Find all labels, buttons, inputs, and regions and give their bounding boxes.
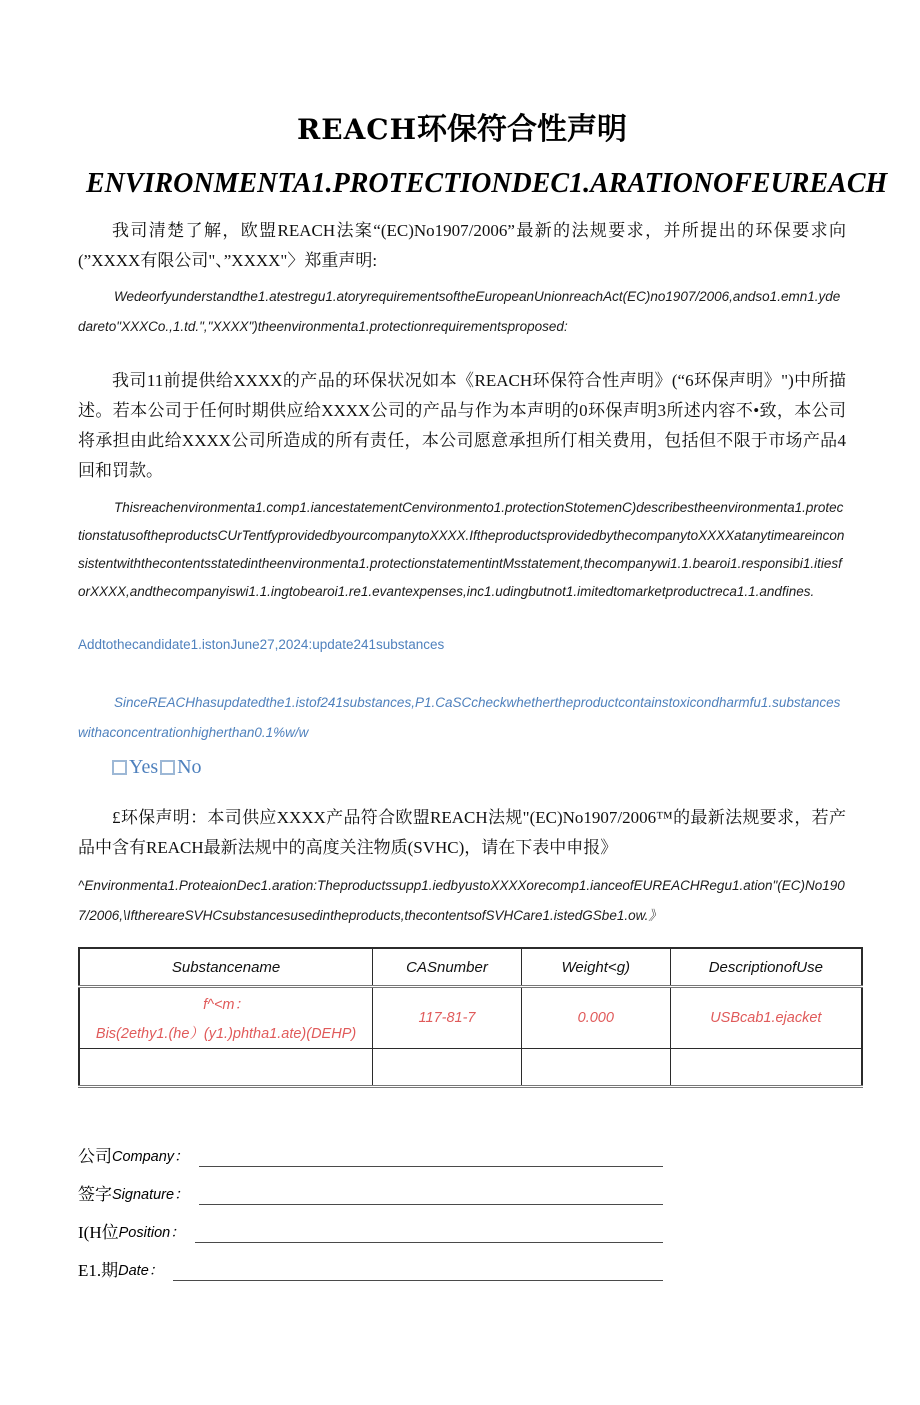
svhc-declaration-en: ^Environmenta1.ProteaionDec1.aration:Theproductssupp1.iedbyustoXXXXorecomp1.ianceofEUREACHRegu1.ation"(EC)No1907/2006,\IfthereareSVHCsubstancesusedintheproducts,thecontentsofSVHCare1.istedGSbe1.ow.》 [78,878,845,923]
signature-row-company [78,1142,663,1167]
company-label-cn: 公司 [78,1147,112,1166]
liability-paragraph-cn: 我司11前提供给XXXX的产品的环保状况如本《REACH环保符合性声明》(“6环保声明》")中所描述。若本公司于任何时期供应给XXXX公司的产品与作为本声明的0环保声明3所述内容不•致，本公司将承担由此给XXXX公司所造成的所有责任，本公司愿意承担所仃相关费用，包括但不限于市场产品4回和罚款。 [78,371,846,480]
signature-label-en: Signature： [112,1187,189,1203]
candidate-list-update-note: Addtothecandidate1.istonJune27,2024:update241substances [78,637,445,652]
col-header-substance-name: Substancename [79,948,373,987]
page-title [78,104,846,148]
table-row-empty [79,1049,862,1087]
candidate-list-instruction: SinceREACHhasupdatedthe1.istof241substances,P1.CaSCcheckwhethertheproductcontainstoxicondharmfu1.substanceswithaconcentrationhigherthan0.1%w/w [78,695,841,740]
date-label-en: Date： [118,1263,164,1279]
document-page [0,104,920,1405]
cell-weight: 0.000 [521,987,670,1049]
signature-label-cn: 签字 [78,1185,112,1204]
title-chinese-text: 环保符合性声明 [417,113,628,146]
yes-label: Yes [129,756,159,778]
cell-cas-number: 117-81-7 [373,987,522,1049]
signature-row-date [78,1256,663,1281]
page-subtitle: ENVIRONMENTA1.PROTECTIONDEC1.ARATIONOFEUREACH [86,168,888,199]
company-label-en: Company： [112,1149,189,1165]
table-row-dehp [79,987,862,1049]
cell-description-of-use: USBcab1.ejacket [670,987,862,1049]
cell-substance-name [79,987,373,1049]
svhc-table [78,947,863,1088]
declaration-intro-cn: 我司清楚了解，欧盟REACH法案“(EC)No1907/2006”最新的法规要求，并所提出的环保要求向(”XXXX有限公司"、”XXXX"〉郑重声明: [78,221,846,270]
substance-name-line1: f^<m： [203,997,249,1013]
position-label-en: Position： [118,1225,185,1241]
col-header-cas-number: CASnumber [373,948,522,987]
substance-name-line2: Bis(2ethy1.(he）(y1.)phtha1.ate)(DEHP) [95,1026,357,1042]
yes-checkbox[interactable] [112,760,127,775]
svhc-declaration-cn: £环保声明：本司供应XXXX产品符合欧盟REACH法规"(EC)No1907/2006™的最新法规要求，若产品中含有REACH最新法规中的高度关注物质(SVHC)，请在下表中申报》 [78,808,846,857]
cell-description-of-use-empty [670,1049,862,1087]
position-label-cn: I(H位 [78,1223,119,1242]
date-field[interactable] [173,1279,663,1281]
signature-row-position [78,1218,663,1243]
col-header-description-of-use: DescriptionofUse [670,948,862,987]
company-field[interactable] [199,1165,663,1167]
liability-paragraph-en: Thisreachenvironmenta1.comp1.iancestatementCenvironmento1.protectionStotemenC)describestheenvironmenta1.protectionstatusoftheproductsCUrTentfyprovidedbyourcompanytoXXXX.IftheproductsprovidedbythecompanytoXXXXatanytimeareinconsistentwiththecontentsstatedintheenvironmenta1.protectionstatementintMsstatement,thecompanywi1.1.bearoi1.responsibi1.itiesforXXXX,andthecompanyiswi1.1.ingtobearoi1.re1.evantexpenses,inc1.udingbutnot1.imitedtomarketproductreca1.1.andfines. [78,500,845,599]
yes-no-row [112,756,846,779]
signature-field[interactable] [199,1203,663,1205]
table-header-row [79,948,862,987]
signature-block [78,1142,846,1281]
date-label-cn: E1.期 [78,1261,119,1280]
no-label: No [177,756,202,778]
declaration-intro-en: Wedeorfyunderstandthe1.atestregu1.atoryrequirementsoftheEuropeanUnionreachAct(EC)no1907/2006,andso1.emn1.ydedareto"XXXCo.,1.td.","XXXX")theenvironmenta1.protectionrequirementsproposed: [78,289,841,334]
col-header-weight: Weight<g) [521,948,670,987]
title-reach-text: REACH [296,113,418,146]
cell-weight-empty [521,1049,670,1087]
position-field[interactable] [195,1241,663,1243]
cell-cas-number-empty [373,1049,522,1087]
no-checkbox[interactable] [160,760,175,775]
cell-substance-name-empty [79,1049,373,1087]
signature-row-signature [78,1180,663,1205]
